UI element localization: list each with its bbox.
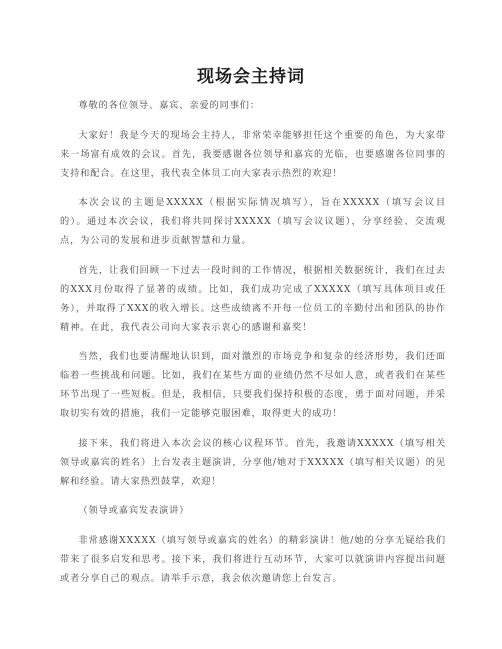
body-paragraph: 大家好！我是今天的现场会主持人，非常荣幸能够担任这个重要的角色，为大家带来一场富有成效的会议。首先，我要感谢各位领导和嘉宾的光临，也要感谢各位同事的支持和配合。在这里，我代表全体员工向大家表示热烈的欢迎！ [60,129,446,179]
document-title: 现场会主持词 [197,67,305,87]
body-paragraph: 接下来，我们将进入本次会议的核心议程环节。首先，我邀请XXXXX（填写相关领导或嘉宾的姓名）上台发表主题演讲，分享他/她对于XXXXX（填写相关议题）的见解和经验。请大家热烈鼓掌，欢迎！ [60,437,446,487]
body-paragraph: 当然，我们也要清醒地认识到，面对激烈的市场竞争和复杂的经济形势，我们还面临着一些挑战和问题。比如，我们在某些方面的业绩仍然不尽如人意，或者我们在某些环节出现了一些短板。但是，我相信，只要我们保持积极的态度，勇于面对问题，并采取切实有效的措施，我们一定能够克服困难，取得更大的成功！ [60,351,446,419]
stage-direction-paragraph: （领导或嘉宾发表演讲） [78,505,190,516]
body-paragraph: 首先，让我们回顾一下过去一段时间的工作情况，根据相关数据统计，我们在过去的XXX月份取得了显著的成绩。比如，我们成功完成了XXXXX（填写具体项目或任务），并取得了XXX的收入增长。这些成绩离不开每一位员工的辛勤付出和团队的协作精神。在此，我代表公司向大家表示衷心的感谢和嘉奖！ [60,264,446,333]
salutation-paragraph: 尊敬的各位领导、嘉宾、亲爱的同事们： [78,100,260,111]
document-body [60,96,446,598]
body-paragraph: 非常感谢XXXXX（填写领导或嘉宾的姓名）的精彩演讲！他/她的分享无疑给我们带来了很多启发和思考。接下来，我们将进行互动环节，大家可以就演讲内容提出问题或者分享自己的观点。请举手示意，我会依次邀请您上台发言。 [60,534,446,584]
body-paragraph: 本次会议的主题是XXXXX（根据实际情况填写），旨在XXXXX（填写会议目的）。通过本次会议，我们将共同探讨XXXXX（填写会议议题），分享经验、交流观点，为公司的发展和进步贡献智慧和力量。 [60,197,446,246]
